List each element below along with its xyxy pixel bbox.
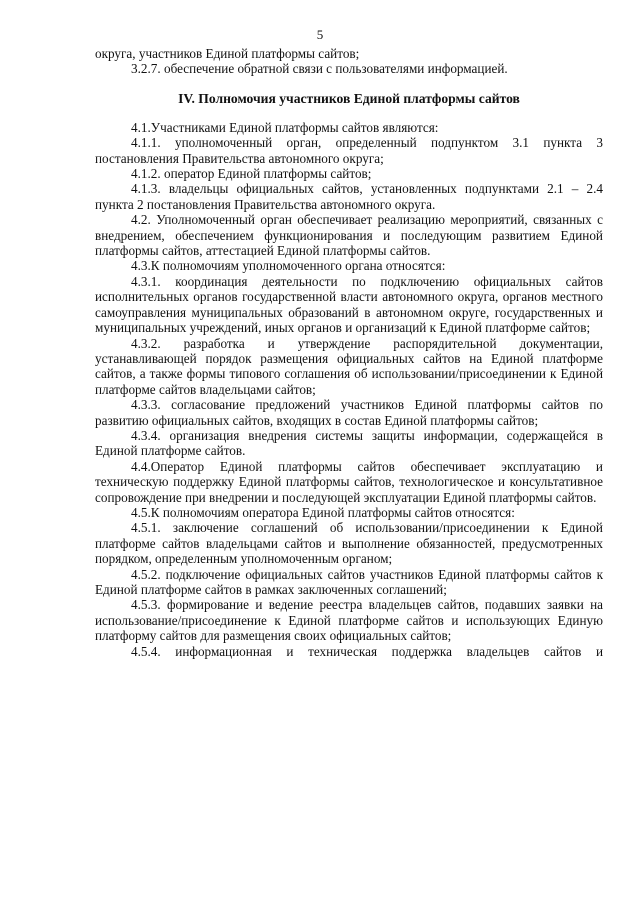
paragraph-4-5-4: 4.5.4. информационная и техническая поддержка владельцев сайтов и: [131, 643, 603, 659]
paragraph-4-1-2: 4.1.2. оператор Единой платформы сайтов;: [131, 166, 372, 182]
paragraph-4-3-4: 4.3.4. организация внедрения системы защиты информации, содержащейся в Единой платформе сайтов.: [95, 427, 603, 459]
paragraph-4-3-3: 4.3.3. согласование предложений участников Единой платформы сайтов по развитию официальных сайтов, входящих в состав Единой платформы сайтов;: [95, 397, 603, 428]
continuation-line: округа, участников Единой платформы сайтов;: [95, 46, 360, 61]
document-body: [95, 46, 603, 659]
paragraph-4-5-3: 4.5.3. формирование и ведение реестра владельцев сайтов, подавших заявки на использование/присоединение к Единой платформе сайтов и использующих Единую платформу сайтов для размещения своих официальных сайтов;: [95, 597, 603, 644]
section-title: IV. Полномочия участников Единой платформы сайтов: [178, 90, 520, 106]
paragraph-4-3-1: 4.3.1. координация деятельности по подключению официальных сайтов исполнительных органов государственной власти автономного округа, органов местного самоуправления муниципальных образований в автономном округе, государственных и муниципальных учреждений, иных органов и организаций к Единой платформе сайтов;: [95, 273, 603, 336]
paragraph-4-1-3: 4.1.3. владельцы официальных сайтов, установленных подпунктами 2.1 – 2.4 пункта 2 постановления Правительства автономного округа.: [95, 181, 603, 212]
paragraph-4-1-1: 4.1.1. уполномоченный орган, определенный подпунктом 3.1 пункта 3 постановления Правительства автономного округа;: [95, 135, 603, 166]
paragraph-4-5-2: 4.5.2. подключение официальных сайтов участников Единой платформы сайтов к Единой платформе сайтов в рамках заключенных соглашений;: [95, 566, 603, 597]
paragraph-4-5-1: 4.5.1. заключение соглашений об использовании/присоединении к Единой платформе сайтов владельцами сайтов и выполнение обязанностей, предусмотренных порядком, определенным уполномоченным органом;: [95, 520, 603, 567]
page-number: 5: [316, 27, 324, 42]
paragraph-4-4: 4.4.Оператор Единой платформы сайтов обеспечивает эксплуатацию и техническую поддержку Единой платформы сайтов, технологическое и консультативное сопровождение при внедрении и последующей эксплуатации Единой платформы сайтов.: [95, 458, 603, 505]
paragraph-4-3-2: 4.3.2. разработка и утверждение распорядительной документации, устанавливающей порядок размещения официальных сайтов на Единой платформе сайтов, а также формы типового соглашения об использовании/присоединении к Единой платформе сайтов владельцами сайтов;: [95, 335, 603, 397]
paragraph-4-2: 4.2. Уполномоченный орган обеспечивает реализацию мероприятий, связанных с внедрением, обеспечением функционирования и последующим развитием Единой платформы сайтов, аттестацией Единой платформы сайтов.: [95, 212, 603, 259]
paragraph-4-5: 4.5.К полномочиям оператора Единой платформы сайтов относятся:: [131, 504, 515, 520]
paragraph-4-3: 4.3.К полномочиям уполномоченного органа относятся:: [131, 258, 446, 274]
paragraph-4-1: 4.1.Участниками Единой платформы сайтов являются:: [131, 119, 439, 135]
paragraph-3-2-7: 3.2.7. обеспечение обратной связи с пользователями информацией.: [131, 61, 508, 77]
